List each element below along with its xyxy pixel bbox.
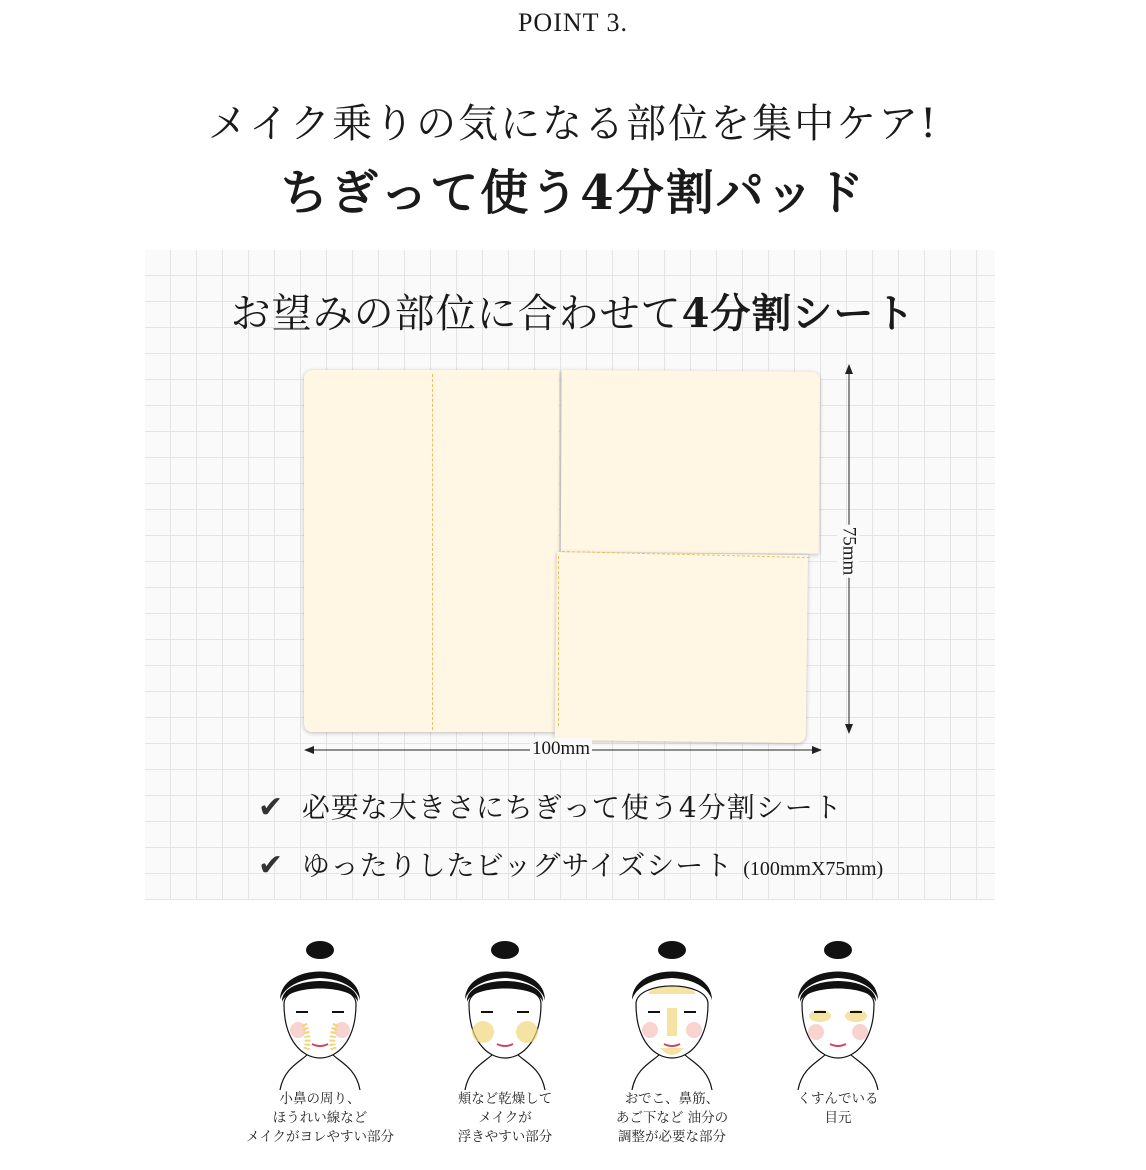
caption-line: あご下など 油分の <box>615 1110 729 1126</box>
height-arrow-head-bottom <box>845 724 853 734</box>
check-item <box>258 844 883 884</box>
check-text: 必要な大きさにちぎって使う4分割シート <box>301 791 843 824</box>
face-caption <box>748 1090 928 1128</box>
caption-line: 目元 <box>824 1110 852 1126</box>
point-label: POINT 3. <box>517 8 629 37</box>
face-caption <box>230 1090 410 1147</box>
check-icon: ✔ <box>258 790 285 825</box>
panel-title-regular: お望みの部位に合わせて <box>230 291 682 337</box>
width-arrow-head-left <box>304 746 314 754</box>
caption-line: 頬など乾燥して <box>457 1091 553 1107</box>
caption-line: ほうれい線など <box>272 1110 368 1126</box>
face-nose-nasolabial-icon <box>260 940 380 1090</box>
check-text: ゆったりしたビッグサイズシート <box>301 849 734 882</box>
panel-title-bold: 4分割シート <box>681 290 916 337</box>
caption-line: くすんでいる <box>797 1091 879 1107</box>
face-cheeks-icon <box>445 940 565 1090</box>
face-under-eye-icon <box>778 940 898 1090</box>
check-icon: ✔ <box>258 848 285 883</box>
check-note: (100mmX75mm) <box>743 858 884 880</box>
caption-line: おでこ、鼻筋、 <box>624 1091 720 1107</box>
check-item <box>258 786 843 826</box>
caption-line: メイクが <box>478 1110 532 1126</box>
caption-line: 小鼻の周り、 <box>279 1091 361 1107</box>
sub-headline: ちぎって使う4分割パッド <box>280 165 866 221</box>
headline: メイク乗りの気になる部位を集中ケア! <box>207 101 939 147</box>
caption-line: 調整が必要な部分 <box>618 1129 726 1145</box>
width-label: 100mm <box>532 738 591 759</box>
caption-line: メイクがヨレやすい部分 <box>246 1129 394 1145</box>
height-label: 75mm <box>838 526 860 576</box>
face-forehead-nose-chin-icon <box>612 940 732 1090</box>
face-caption <box>415 1090 595 1147</box>
width-arrow-head-right <box>812 746 822 754</box>
caption-line: 浮きやすい部分 <box>457 1129 553 1145</box>
height-arrow-head-top <box>845 364 853 374</box>
face-caption <box>582 1090 762 1147</box>
